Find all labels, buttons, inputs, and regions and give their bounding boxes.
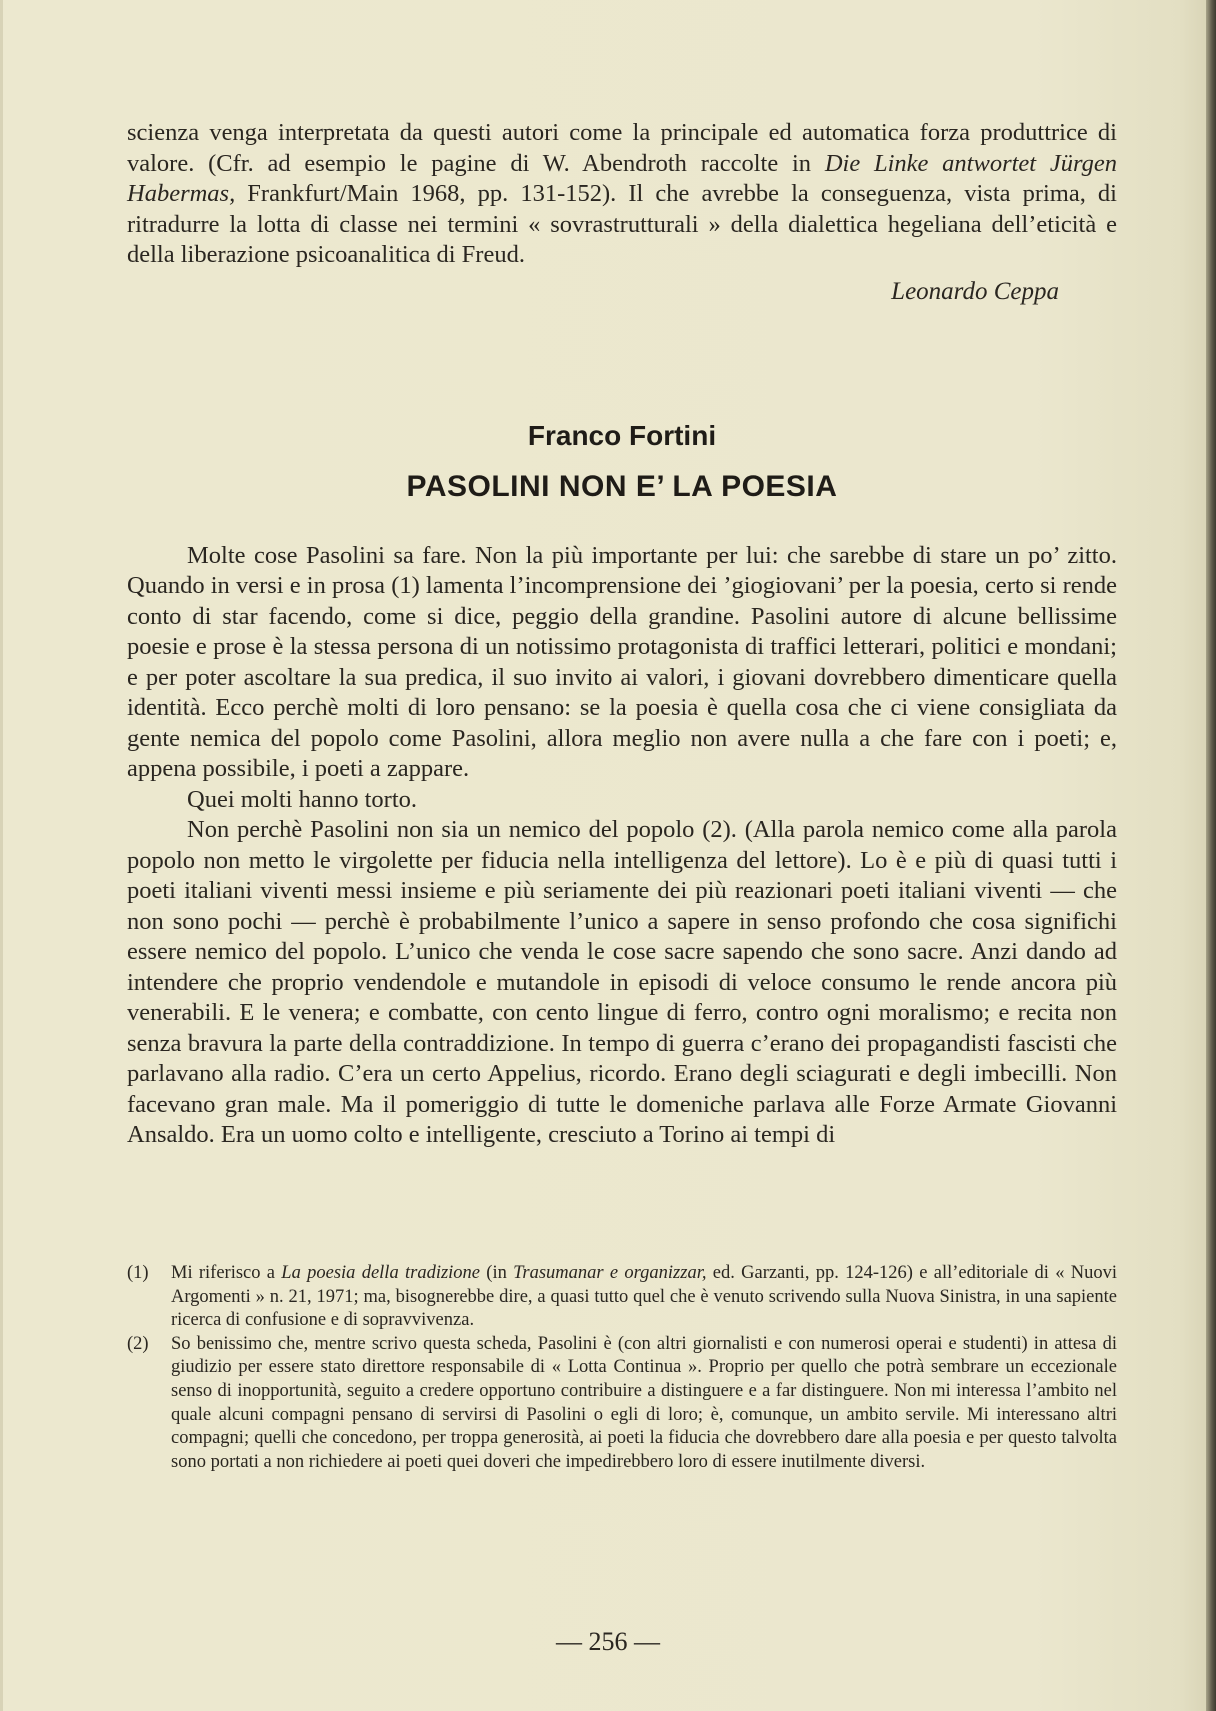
- footnote-1: [127, 1262, 1117, 1333]
- footnote-text: So benissimo che, mentre scrivo questa scheda, Pasolini è (con altri giornalisti e con numerosi operai e studenti) in attesa di giudizio per essere stato direttore responsabile di « Lotta Continua ». Proprio per quello che potrà sembrare un eccezionale senso di inopportunità, seguito a credere opportuno contribuire a distinguere e a far distinguere. Non mi interessa l’ambito nel quale alcuni compagni pensano di servirsi di Pasolini o egli di loro; è, comunque, un ambito servile. Mi interessano altri compagni; quelli che concedono, per troppa generosità, ai poeti la fiducia che dovrebbero dare alla poesia e per questo talvolta sono portati a non richiedere ai poeti quei doveri che impedirebbero loro di essere inutilmente diversi.: [171, 1333, 1117, 1472]
- footnotes: [127, 1262, 1117, 1474]
- main-text-column: [127, 118, 1117, 1151]
- previous-article-signature: Leonardo Ceppa: [891, 277, 1059, 305]
- footnote-2: [127, 1333, 1117, 1475]
- body-paragraph: Quei molti hanno torto.: [187, 785, 417, 813]
- footnote-text: [171, 1262, 1117, 1333]
- body-paragraph: Molte cose Pasolini sa fare. Non la più importante per lui: che sarebbe di stare un po’ zitto. Quando in versi e in prosa (1) lamenta l’incomprensione dei ’giogiovani’ per la poesia, certo si rende conto di star facendo, come si dice, peggio della grandine. Pasolini autore di alcune bellissime poesie e prose è la stessa persona di un notissimo protagonista di traffici letterari, politici e mondani; e per poter ascoltare la sua predica, il suo invito ai valori, i giovani dovrebbero dimenticare quella identità. Ecco perchè molti di loro pensano: se la poesia è quella cosa che ci viene consigliata da gente nemica del popolo come Pasolini, allora meglio non avere nulla a che fare con i poeti; e, appena possibile, i poeti a zappare.: [127, 541, 1117, 782]
- footnote-number: (1): [127, 1263, 149, 1283]
- page-left-edge: [0, 0, 3, 1711]
- footnote-text-part: (in: [480, 1263, 514, 1283]
- footnote-number: (2): [127, 1333, 149, 1354]
- footnote-text-part: Mi riferisco a: [171, 1263, 282, 1283]
- article-title: PASOLINI NON E’ LA POESIA: [406, 469, 838, 503]
- continuation-paragraph: [127, 118, 1117, 271]
- continuation-text-2: Frankfurt/Main 1968, pp. 131-152). Il che avrebbe la conseguenza, vista prima, di ritradurre la lotta di classe nei termini « sovrastrutturali » della dialettica hegeliana dell’eticità e della liberazione psicoanalitica di Freud.: [127, 180, 1117, 268]
- cited-work-title: Trasumanar e organizzar,: [513, 1263, 707, 1283]
- footnote-text-part: ed. Garzanti, pp. 124-126) e all’editoriale di « Nuovi Argomenti » n. 21, 1971; ma, bisognerebbe dire, a quasi tutto quel che è venuto scrivendo sulla Nuova Sinistra, in una sapiente ricerca di confusione e di sopravvivenza.: [171, 1263, 1117, 1331]
- cited-work-title: La poesia della tradizione: [281, 1263, 481, 1283]
- cited-book-title: Die Linke antwortet Jürgen Habermas,: [127, 149, 1117, 207]
- article-author: Franco Fortini: [527, 419, 717, 451]
- page-binding-edge: [1206, 0, 1216, 1711]
- body-paragraph: Non perchè Pasolini non sia un nemico del popolo (2). (Alla parola nemico come alla parola popolo non metto le virgolette per fiducia nella intelligenza del lettore). Lo è e più di quasi tutti i poeti italiani viventi messi insieme e più seriamente dei più reazionari poeti italiani viventi — che non sono pochi — perchè è probabilmente l’unico a sapere in senso profondo che cosa significhi essere nemico del popolo. L’unico che venda le cose sacre sapendo che sono sacre. Anzi dando ad intendere che proprio vendendole e mutandole in episodi di veloce consumo le rende ancora più venerabili. E le venera; e combatte, con cento lingue di ferro, contro ogni moralismo; e recita non senza bravura la parte della contraddizione. In tempo di guerra c’erano dei propagandisti fascisti che parlavano alla radio. C’era un certo Appelius, ricordo. Erano degli sciagurati e degli imbecilli. Non facevano gran male. Ma il pomeriggio di tutte le domeniche parlava alle Forze Armate Giovanni Ansaldo. Era un uomo colto e intelligente, cresciuto a Torino ai tempi di: [127, 816, 1117, 1148]
- article-body: [127, 541, 1117, 1151]
- continuation-text-1: scienza venga interpretata da questi autori come la principale ed automatica forza produttrice di valore. (Cfr. ad esempio le pagine di W. Abendroth raccolte in: [127, 119, 1117, 177]
- page-number: — 256 —: [556, 1627, 660, 1656]
